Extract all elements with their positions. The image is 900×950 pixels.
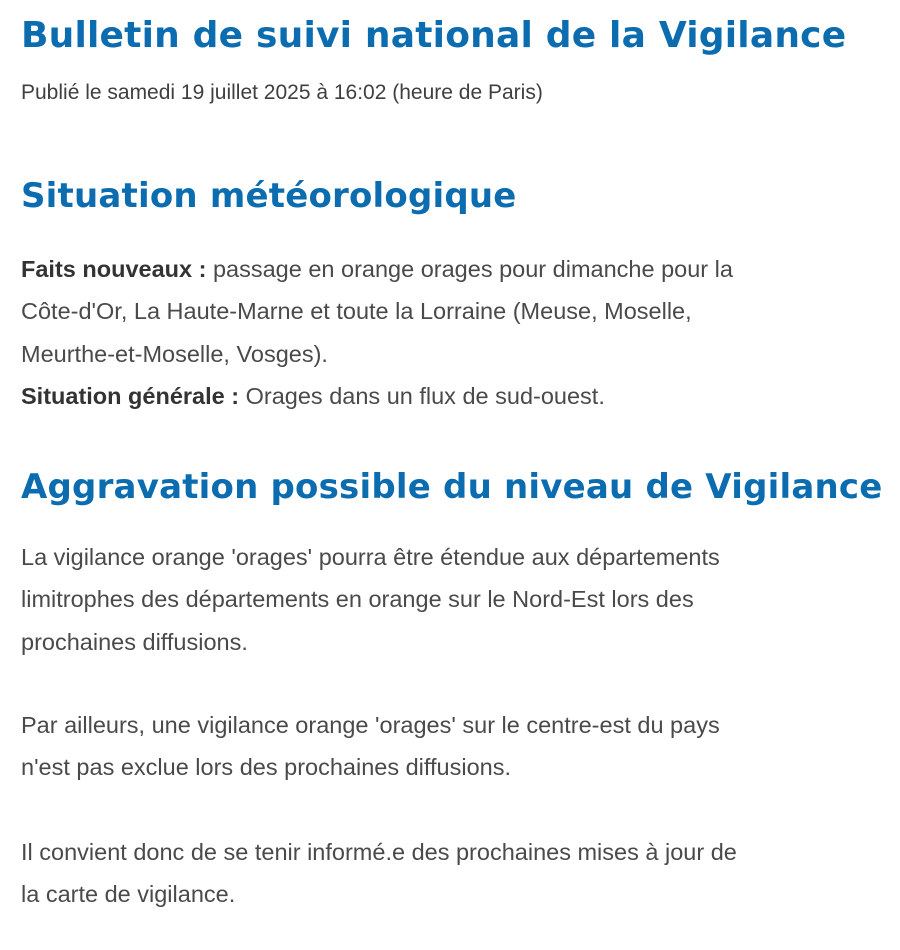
aggravation-p3-line-1: Il convient donc de se tenir informé.e des prochaines mises à jour de	[21, 839, 737, 865]
situation-paragraph	[21, 248, 887, 417]
situation-generale-line	[21, 375, 887, 417]
situation-generale-label: Situation générale :	[21, 382, 240, 409]
section-heading-aggravation: Aggravation possible du niveau de Vigilance	[21, 467, 883, 507]
aggravation-p1-line-1: La vigilance orange 'orages' pourra être étendue aux départements	[21, 544, 720, 570]
aggravation-p1-line-3: prochaines diffusions.	[21, 628, 248, 655]
aggravation-p1-line-2: limitrophes des départements en orange sur le Nord-Est lors des	[21, 586, 694, 613]
aggravation-p2-line-1: Par ailleurs, une vigilance orange 'orages' sur le centre-est du pays	[21, 712, 720, 738]
faits-nouveaux-line-1	[21, 248, 887, 290]
faits-nouveaux-label: Faits nouveaux :	[21, 256, 207, 282]
section-heading-situation: Situation météorologique	[21, 176, 517, 216]
publication-date: Publié le samedi 19 juillet 2025 à 16:02 (heure de Paris)	[21, 81, 543, 104]
aggravation-p3-line-2: la carte de vigilance.	[21, 881, 236, 908]
faits-nouveaux-line-3: Meurthe-et-Moselle, Vosges).	[21, 340, 328, 367]
faits-nouveaux-text-1: passage en orange orages pour dimanche pour la	[206, 256, 733, 282]
aggravation-p2-line-2: n'est pas exclue lors des prochaines diffusions.	[21, 754, 512, 781]
aggravation-paragraph-1	[21, 536, 887, 663]
faits-nouveaux-line-2: Côte-d'Or, La Haute-Marne et toute la Lorraine (Meuse, Moselle,	[21, 298, 692, 325]
aggravation-paragraph-2	[21, 704, 887, 789]
situation-generale-text: Orages dans un flux de sud-ouest.	[239, 382, 605, 409]
aggravation-paragraph-3	[21, 831, 887, 916]
page-title: Bulletin de suivi national de la Vigilance	[21, 15, 847, 56]
